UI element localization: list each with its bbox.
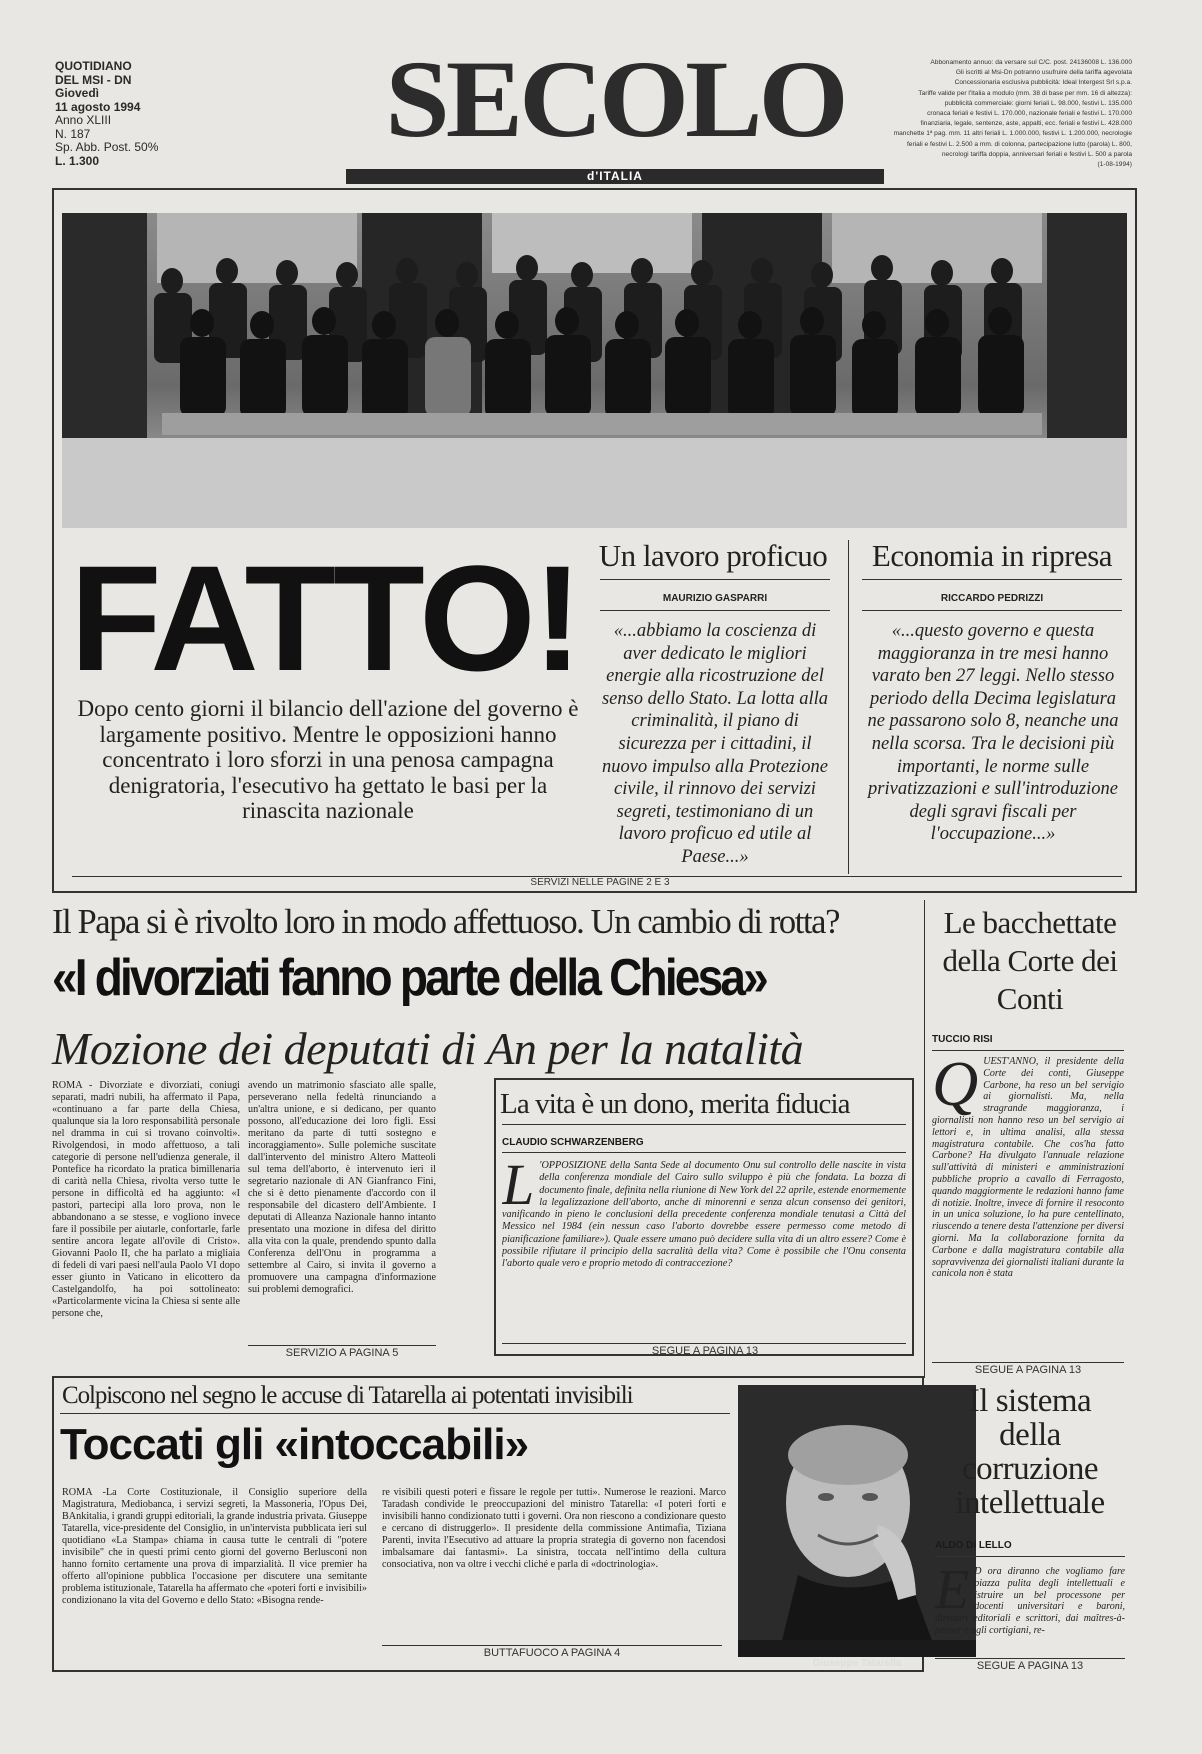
column-title: Un lavoro proficuo [598,538,828,573]
government-group-photo [62,213,1127,528]
subscription-line: cronaca feriali e festivi L. 170.000, nazionale feriali e festivi L. 170.000 [927,110,1132,118]
subscription-line: Tariffe valide per l'Italia a modulo (mm. 38 di base per mm. 16 di altezza): [918,89,1132,97]
corruzione-jump: SEGUE A PAGINA 13 [976,1660,1084,1672]
divider [502,1152,906,1153]
edition-line: N. 187 [55,126,91,141]
corruzione-body-text: D ora diranno che vogliamo fare piazza pulita degli intellettuali e istruire un bel processone per docenti universitari e baroni, direttori editoriali e scrittori, dai maîtres-à-penser e agli cortigiani, re- [935,1566,1125,1636]
column-divider [924,900,925,1378]
divider [248,1345,436,1346]
subscription-line: pubblicità commerciale: giorni feriali L. 98.000, festivi L. 135.000 [944,99,1132,107]
corte-body [932,1056,1124,1356]
dropcap: L [502,1160,535,1217]
edition-line: L. 1.300 [55,153,100,168]
lead-dek: Dopo cento giorni il bilancio dell'azione del governo è largamente positivo. Mentre le opposizioni hanno concentrato i loro sforzi in una penosa campagna denigratoria, l'esecutivo ha gettato le basi per la rinascita nazionale [77,696,579,823]
edition-line: QUOTIDIANO [55,59,132,73]
byline: MAURIZIO GASPARRI [662,593,768,604]
divider [600,610,830,611]
column-divider [848,540,849,874]
subscription-info [880,58,1132,170]
subscription-line: finanziaria, legale, sentenze, aste, appalti, ecc. feriali e festivi L. 428.000 [920,120,1132,128]
edition-line: Anno XLIII [55,113,112,127]
subscription-line: manchette 1ª pag. mm. 11 altri feriali L. 1.000.000, festivi L. 1.200.000, necrologie [893,130,1132,138]
tatarella-body-col2: re visibili questi poteri e fissare le regole per tutti». Numerose le reazioni. Marco Taradash condivide le preoccupazioni del ministro Tatarella: «I poteri forti e invisibili hanno condizionato tutti i governi. Ora non riescono a condizionare questo e cercano di distruggerlo». Il presidente della commissione Antimafia, Tiziana Parenti, invita l'Esecutivo ad attuare la propria strategia di governo non facendosi imbalsamare dai fantasmi». La sinistra, toccata nell'intimo della cultura consociativa, non va oltre i vecchi cliché e parla di «doctrinologia». [382,1487,726,1570]
divider [600,579,830,580]
corte-jump: SEGUE A PAGINA 13 [974,1364,1082,1376]
vita-jump: SEGUE A PAGINA 13 [651,1345,759,1357]
edition-line: Sp. Abb. Post. 50% [55,140,159,154]
divider [60,1413,730,1414]
divider [382,1645,722,1646]
pope-jump: SERVIZIO A PAGINA 5 [285,1347,399,1359]
pope-subhead: Mozione dei deputati di An per la natalità [52,1023,804,1074]
subscription-line: Concessionaria esclusiva pubblicità: Ideal Intergest Srl s.p.a. [954,79,1132,87]
corte-title: Le bacchettate della Corte dei Conti [942,905,1118,1016]
tatarella-headline: Toccati gli «intoccabili» [60,1420,529,1469]
edition-line: DEL MSI - DN [55,72,132,87]
edition-line: 11 agosto 1994 [55,99,141,114]
corruzione-title: Il sistema della corruzione intellettuale [955,1383,1105,1521]
subscription-line: necrologi tariffa doppia, anniversari feriali e festivi L. 500 a parola [941,150,1132,158]
vita-title: La vita è un dono, merita fiducia [500,1088,850,1120]
divider [502,1124,906,1125]
newspaper-subtitle: d'ITALIA [346,169,884,184]
column-title: Economia in ripresa [871,538,1113,573]
byline: TUCCIO RISI [932,1034,993,1045]
divider [862,610,1122,611]
column-quote: «...abbiamo la coscienza di aver dedicato le migliori energie alla ricostruzione del senso dello Stato. La lotta alla criminalità, il piano di sicurezza per i cittadini, il nuovo impulso alla Protezione civile, il rinnovo dei servizi segreti, testimoniano di un lavoro proficuo ed utile al Paese...» [601,621,829,867]
divider [932,1362,1124,1363]
pope-body-col2: avendo un matrimonio sfasciato alle spalle, perseverano nella fedeltà rinunciando a un'altra unione, e si dedicano, per quanto possono, all'educazione dei loro figli. Essi meritano da parte di tutti sostegno e incoraggiamento». Sulle polemiche suscitate dall'intervento del ministro Altero Matteoli sul tema dell'aborto, è intervenuto ieri il segretario nazionale di AN Gianfranco Fini, che si è detto pienamente d'accordo con il responsabile del dicastero dell'Ambiente. I deputati di Alleanza Nazionale hanno intanto presentato una mozione in difesa del diritto alla vita con la quale, prendendo spunto dalla Conferenza dell'Onu in programma a settembre al Cairo, si invita il governo a promuovere una campagna d'informazione sui problemi demografici. [248,1080,436,1295]
pope-headline: «I divorziati fanno parte della Chiesa» [52,947,766,1007]
subscription-line: Abbonamento annuo: da versare sul C/C. post. 24136008 L. 136.000 [930,59,1132,66]
subscription-line: feriali e festivi L. 2.500 a mm. di colonna, partecipazione lutto (parola) L. 800, [906,140,1132,148]
column-quote: «...questo governo e questa maggioranza in tre mesi hanno varato ben 27 leggi. Nello stesso periodo della Decima legislatura ne passarono solo 8, neanche una nella scorsa. Tra le decisioni più importanti, le norme sulle privatizzazioni e sull'introduzione degli sgravi fiscali per l'occupazione...» [867,621,1119,845]
corte-body-text: UEST'ANNO, il presidente della Corte dei conti, Giuseppe Carbone, ha reso un bel servigio ai giornalisti. Ma, nella stragrande maggioranza, i giornalisti non hanno reso un bel servigio ai lettori e, in ultima analisi, alla stessa magistratura contabile. Che cos'ha fatto Carbone? Ha divulgato l'annuale relazione sull'attività di ministeri e amministrazioni pubbliche proprio a cavallo di Ferragosto, quando maggiormente le redazioni hanno fame di notizie. Inoltre, invece di fornire il resoconto in un unica soluzione, lo ha pure centellinato, riuscendo a tenere desta l'attenzione per diversi giorni. Ma la collaborazione fornita da Carbone e dalla magistratura contabile alla sopravvivenza dei giornalisti italiani durante la canicola non è stata [932,1056,1124,1280]
tatarella-jump: BUTTAFUOCO A PAGINA 4 [483,1647,621,1659]
divider [502,1343,906,1344]
byline: ALDO DI LELLO [935,1540,1012,1551]
pope-kicker: Il Papa si è rivolto loro in modo affettuoso. Un cambio di rotta? [52,903,839,941]
services-note: SERVIZI NELLE PAGINE 2 E 3 [530,877,670,888]
byline: RICCARDO PEDRIZZI [940,593,1044,604]
subscription-line: (1-08-1994) [1097,161,1132,169]
divider [862,579,1122,580]
tatarella-body-col1: ROMA -La Corte Costituzionale, il Consiglio superiore della Magistratura, Mediobanca, i servizi segreti, la Massoneria, l'Opus Dei, BAnkitalia, i grandi gruppi editoriali, la grande industria privata. Giuseppe Tatarella, vice-presidente del Consiglio, in un'intervista pubblicata ieri sul quotidiano «La Stampa» chiama in causa tutte le centrali di "potere invisibile" che in questi primi cento giorni del governo Berlusconi non hanno fornito certamente una prova di imparzialità. Il vice premier ha offerto all'opinione pubblica l'occasione per discutere una semitante problema istituzionale, Tatarella ha affermato che «poteri forti e invisibili» condizionano la vita del Governo e dello Stato: «Bisogna rende- [62,1487,367,1606]
edition-line: Giovedì [55,86,100,100]
vita-body-text: 'OPPOSIZIONE della Santa Sede al documento Onu sul controllo delle nascite in vista della conferenza mondiale del Cairo sullo sviluppo è più che fondata. La bozza di documento finale, definita nella riunione di New York del 22 aprile, estende enormemente la legalizzazione dell'aborto, anche di minorenni e senza alcun consenso dei genitori, vanificando in pieno le conclusioni della precedente conferenza mondiale tenutasi a Città del Messico nel 1984 (ein nessun caso l'aborto dovrebbe essere permesso come metodo di pianificazione familiare»). Quale essere umano può decidere sulla vita di un altro essere? Come è possibile rifiutare il principio della sacralità della vita? Come è possibile che l'Onu consenta l'aborto quale vero e proprio metodo di contraccezione? [502,1160,906,1270]
vita-body [502,1160,906,1335]
dropcap: Q [932,1056,979,1119]
newspaper-title: SECOLO [385,39,845,161]
corruzione-body [935,1566,1125,1656]
divider [935,1658,1125,1659]
dropcap: E [935,1566,970,1621]
subscription-line: Gli iscritti al Msi-Dn potranno usufruire della tariffa agevolata [955,69,1132,77]
lead-headline: FATTO! [70,534,580,702]
pope-body-col1: ROMA - Divorziate e divorziati, coniugi separati, madri nubili, ha affermato il Papa, «continuano a far parte della Chiesa, qualunque sia la loro responsabilità personale nel dramma in cui si trovano coinvolti». Rivolgendosi, in modo affettuoso, a tali categorie di persone nell'udienza generale, il Pontefice ha ricordato la pratica bimillenaria di carità nella Chiesa, rivolta verso tutte le persone in difficoltà ed ha aggiunto: «I pastori, partecipi alla loro prova, non le abbandonano a se stesse, e vogliono invece fare il possibile per aiutarle, confortarle, farle sentire ancora legate all'ovile di Cristo». Giovanni Paolo II, che ha parlato a migliaia di fedeli di vari paesi nell'aula Paolo VI dopo esser giunto in Vaticano in elicottero da Castelgandolfo, ha poi sottolineato: «Particolarmente vicina la Chiesa si sente alle persone che, [52,1080,240,1319]
byline: CLAUDIO SCHWARZENBERG [502,1137,644,1148]
photo-caption: Giuseppe Tatarella [812,1658,902,1669]
edition-info [55,60,195,168]
tatarella-kicker: Colpiscono nel segno le accuse di Tatarella ai potentati invisibili [62,1382,633,1409]
divider [932,1050,1124,1051]
divider [935,1556,1125,1557]
